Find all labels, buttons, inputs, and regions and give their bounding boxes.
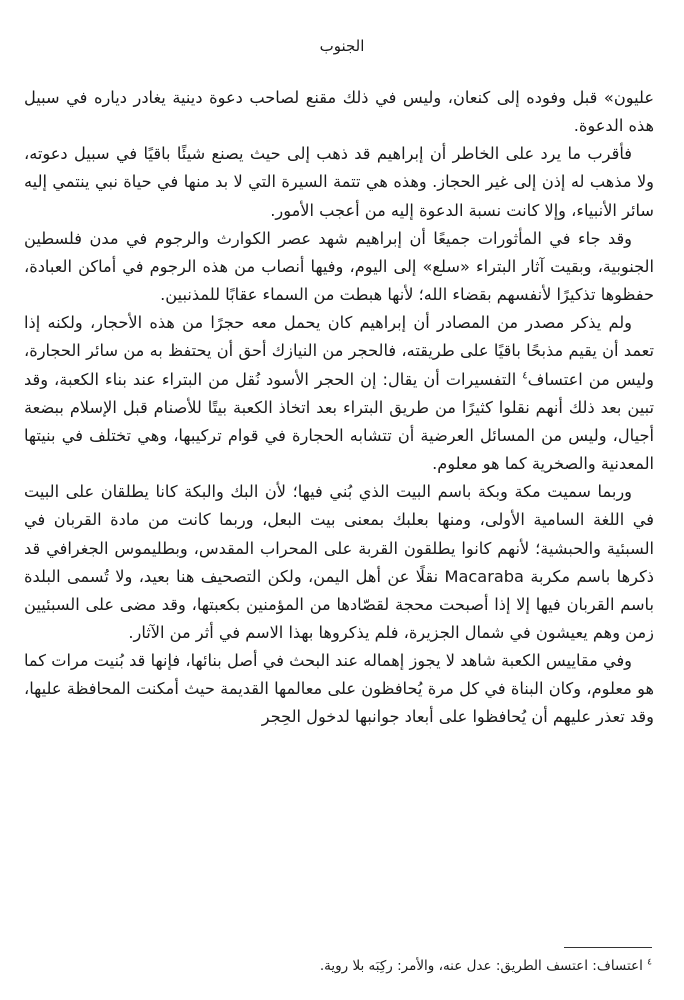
footnote-number: ٤ [647,957,652,968]
running-header: الجنوب [319,37,365,55]
paragraph: فأقرب ما يرد على الخاطر أن إبراهيم قد ذهب إلى حيث يصنع شيئًا باقيًا في سبيل دعوته، ولا مذهب له إذن إلى غير الحجاز. وهذه هي تتمة السيرة التي لا بد منها في حياة نبي ينتمي إليه سائر الأنبياء، وإلا كانت نسبة الدعوة إليه من أعجب الأمور. [24,144,654,220]
body-text [24,84,654,732]
footnote-text: اعتساف: اعتسف الطريق: عدل عنه، والأمر: ركِبَه بلا روية. [319,958,648,974]
paragraph-text-after-ref: التفسيرات أن يقال: إن الحجر الأسود نُقل من البتراء عند بناء الكعبة، وقد تبين بعد ذلك أنهم نقلوا كثيرًا من طريق البتراء بعد اتخاذ الكعبة بيتًا للأصنام قبل الإسلام ببضعة أجيال، وليس من المسائل العرضية أن تتشابه الحجارة في قوام تركيبها، وهي تختلف في بنيتها المعدنية والصخرية كما هو معلوم. [24,369,654,474]
paragraph-text-before-ref: ولم يذكر مصدر من المصادر أن إبراهيم كان يحمل معه حجرًا من هذه الأحجار، ولكنه إذا تعمد أن يقيم مذبحًا باقيًا على طريقته، فالحجر من النيازك أحق أن يحتفظ به من سائر الحجارة، وليس من اعتساف [24,313,655,389]
paragraph: وقد جاء في المأثورات جميعًا أن إبراهيم شهد عصر الكوارث والرجوم في مدن فلسطين الجنوبية، وبقيت آثار البتراء «سلع» إلى اليوم، وفيها أنصاب من هذه الرجوم في أماكن العبادة، حفظوها تذكيرًا لأنفسهم بقضاء الله؛ لأنها هبطت من السماء عقابًا للمذنبين. [24,228,654,305]
footnote-divider [564,947,652,948]
paragraph: وربما سميت مكة وبكة باسم البيت الذي بُني فيها؛ لأن البك والبكة كانا يطلقان على البيت في اللغة السامية الأولى، ومنها بعلبك بمعنى بيت البعل، وربما كانت من مادة القربان في السبئية والحبشية؛ لأنهم كانوا يطلقون القربة على المحراب المقدس، وبطليموس الجغرافي قد ذكرها باسم مكربة Macaraba نقلًا عن أهل اليمن، ولكن التصحيف هنا بعيد، ولا تُسمى البلدة باسم القربان فيها إلا إذا أصبحت محجة لقصّادها من المؤمنين بكعبتها، وقد مضى على السبئيين زمن وهم يعيشون في شمال الجزيرة، فلم يذكروها بهذا الاسم في أثر من الآثار. [24,482,654,642]
paragraph: وفي مقاييس الكعبة شاهد لا يجوز إهماله عند البحث في أصل بنائها، فإنها قد بُنيت مرات كما هو معلوم، وكان البناة في كل مرة يُحافظون على معالمها القديمة حيث أمكنت المحافظة عليها، وقد تعذر عليهم أن يُحافظوا على أبعاد جوانبها لدخول الحِجر [24,651,654,727]
footnote-reference[interactable]: ٤ [522,370,528,382]
footnote [22,955,652,977]
paragraph-with-footnote-ref [24,309,654,478]
paragraph-continuation: عليون» قبل وفوده إلى كنعان، وليس في ذلك مقنع لصاحب دعوة دينية يغادر دياره في سبيل هذه الدعوة. [24,88,654,136]
